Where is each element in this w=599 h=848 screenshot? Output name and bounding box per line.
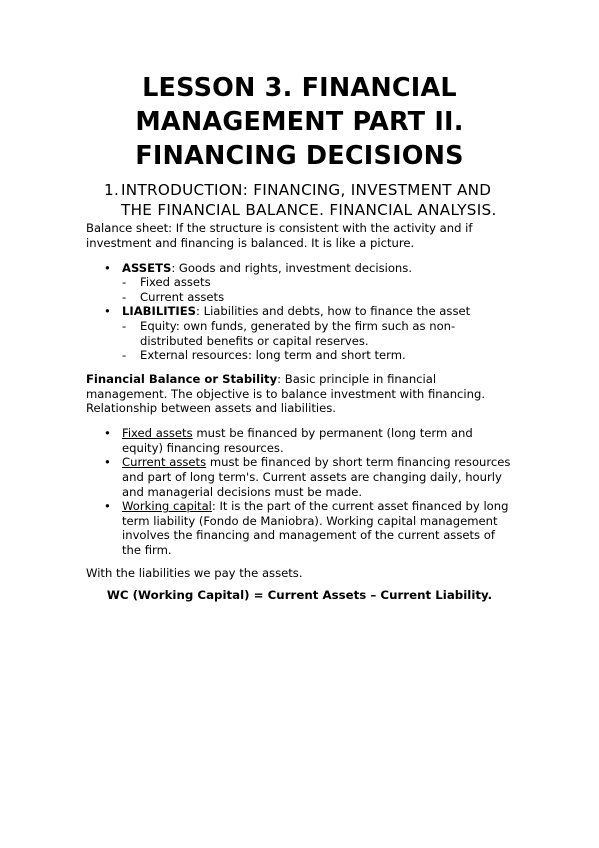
list-item — [86, 455, 513, 499]
list-item — [122, 275, 513, 290]
list-item-liabilities — [86, 304, 513, 362]
assets-sublist — [122, 275, 513, 304]
dash: - — [122, 289, 127, 304]
liabilities-text: : Liabilities and debts, how to finance the asset — [196, 304, 471, 319]
bullet: • — [104, 499, 111, 514]
section-title: INTRODUCTION: FINANCING, INVESTMENT AND THE FINANCIAL BALANCE. FINANCIAL ANALYSIS. — [121, 181, 497, 219]
point-term: Working capital — [122, 499, 212, 514]
assets-term: ASSETS — [122, 260, 172, 275]
section-number: 1. — [104, 181, 120, 199]
intro-paragraph: Balance sheet: If the structure is consistent with the activity and if investment and financing is balanced. It is like a picture. — [86, 221, 473, 250]
bullet: • — [104, 455, 111, 470]
sub-item-text: External resources: long term and short term. — [140, 348, 406, 363]
liabilities-term: LIABILITIES — [122, 304, 197, 319]
point-term: Current assets — [122, 455, 207, 470]
closing-paragraph: With the liabilities we pay the assets. — [86, 566, 303, 581]
sub-item-text: Equity: own funds, generated by the firm such as non-distributed benefits or capital reserves. — [140, 318, 456, 348]
list-item-assets — [86, 261, 513, 305]
dash: - — [122, 318, 127, 333]
balance-paragraph — [86, 372, 513, 416]
list-item — [122, 290, 513, 305]
list-item — [86, 426, 513, 455]
balance-term: Financial Balance or Stability — [86, 371, 278, 386]
list-item — [122, 348, 513, 363]
point-term: Fixed assets — [122, 426, 193, 441]
list-item — [122, 319, 513, 348]
point-text: : It is the part of the current asset financed by long term liability (Fondo de Maniobra). Working capital management involves the financing and management of the current assets of the firm. — [122, 499, 509, 557]
balance-text: : Basic principle in financial management. The objective is to balance investment with financing. Relationship between assets and liabilities. — [86, 371, 486, 416]
title-line-3: FINANCING DECISIONS — [135, 141, 464, 171]
lesson-title — [86, 0, 513, 173]
sub-item-text: Current assets — [140, 289, 225, 304]
bullet: • — [104, 426, 111, 441]
list-item — [86, 499, 513, 557]
sub-item-text: Fixed assets — [140, 275, 211, 290]
assets-liabilities-list — [86, 261, 513, 363]
dash: - — [122, 348, 127, 363]
point-text: must be financed by short term financing resources and part of long term's. Current assets are changing daily, hourly and managerial decisions must be made. — [122, 455, 511, 499]
bullet: • — [104, 260, 111, 275]
section-heading — [104, 181, 513, 220]
point-text: must be financed by permanent (long term and equity) financing resources. — [122, 426, 473, 455]
assets-text: : Goods and rights, investment decisions. — [171, 260, 413, 275]
financing-rules-list — [86, 426, 513, 557]
working-capital-formula: WC (Working Capital) = Current Assets – Current Liability. — [106, 588, 493, 603]
bullet: • — [104, 304, 111, 319]
title-line-1: LESSON 3. FINANCIAL — [142, 73, 457, 103]
liabilities-sublist — [122, 319, 513, 363]
dash: - — [122, 275, 127, 290]
title-line-2: MANAGEMENT PART II. — [135, 107, 464, 137]
